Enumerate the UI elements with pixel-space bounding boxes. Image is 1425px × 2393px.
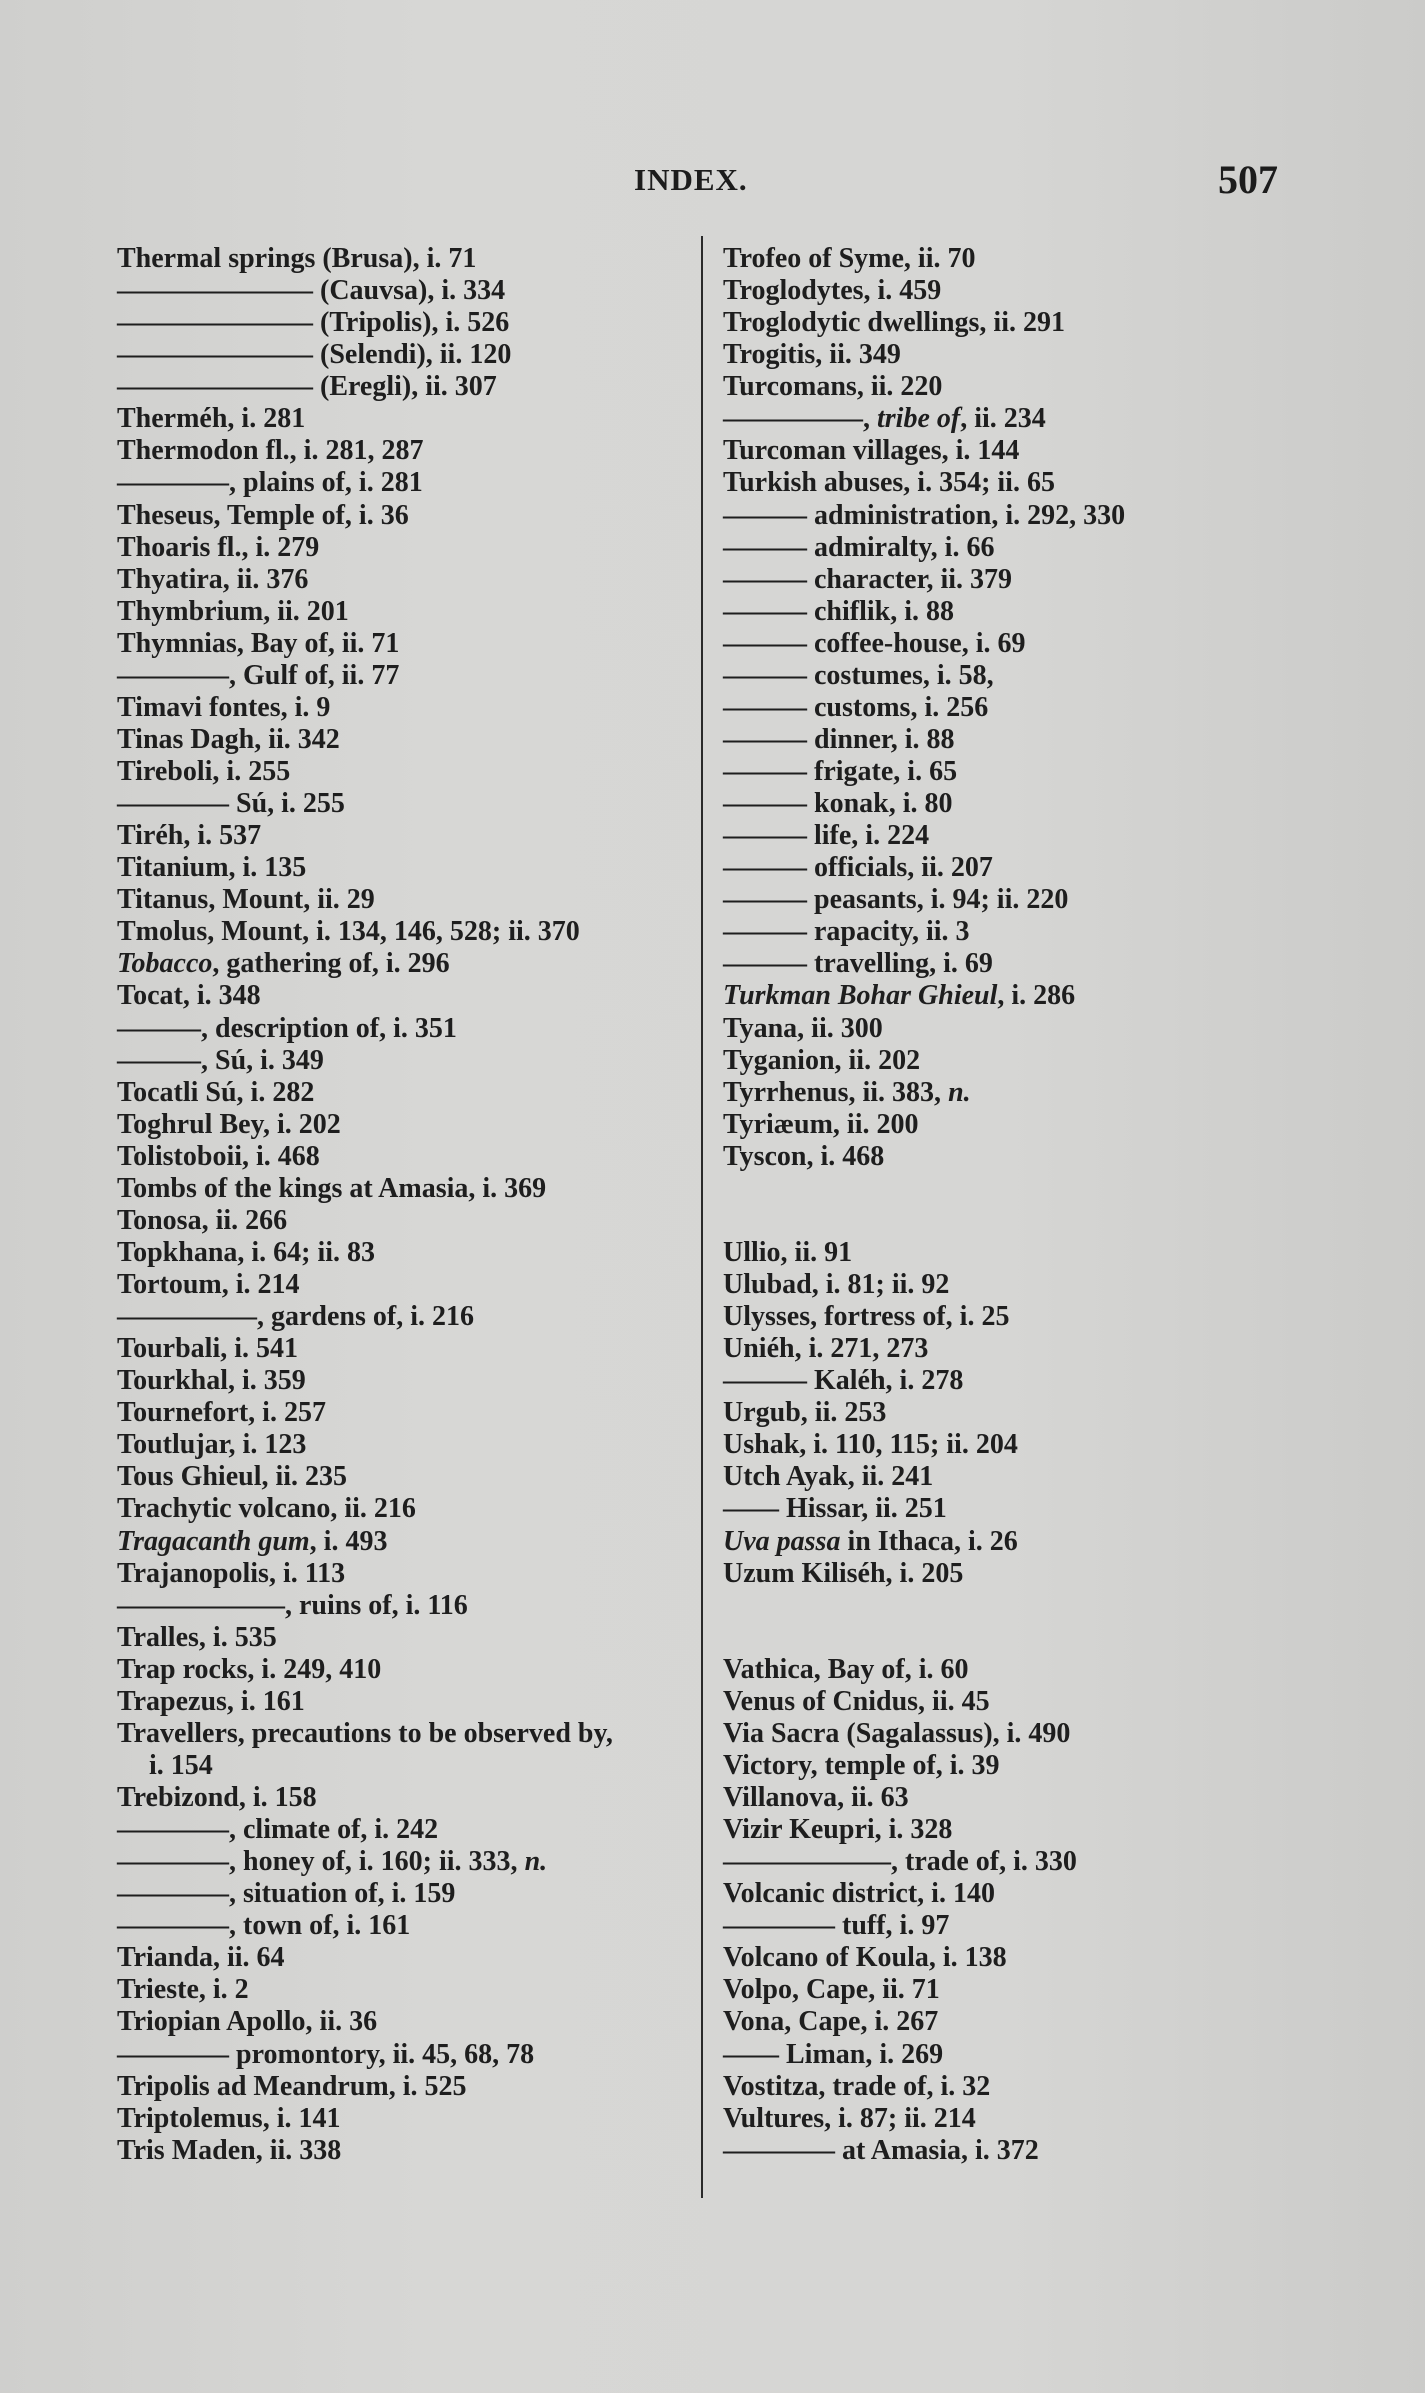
- index-entry: [117, 243, 697, 275]
- index-entry: [117, 339, 697, 371]
- entry-text: Troglodytic dwellings, ii. 291: [723, 307, 1065, 339]
- index-entry: [723, 275, 1283, 307]
- index-entry: [117, 628, 697, 660]
- index-entry: [117, 1269, 697, 1301]
- index-entry: [117, 1942, 697, 1974]
- entry-text: Tyana, ii. 300: [723, 1012, 883, 1044]
- entry-text: ————, Gulf of, ii. 77: [117, 659, 400, 691]
- index-entry: [117, 1974, 697, 2006]
- index-entry: [723, 307, 1283, 339]
- entry-text: Trianda, ii. 64: [117, 1942, 285, 1974]
- index-entry: [117, 1846, 697, 1878]
- entry-text: Triopian Apollo, ii. 36: [117, 2006, 378, 2038]
- entry-text: ——————— (Eregli), ii. 307: [117, 371, 497, 403]
- entry-text: n.: [948, 1076, 971, 1108]
- entry-text: Tireboli, i. 255: [117, 756, 291, 787]
- index-entry: [117, 1718, 697, 1750]
- entry-text: ——— travelling, i. 69: [723, 948, 993, 980]
- index-entry: [723, 1141, 1283, 1173]
- entry-text: tribe of: [877, 403, 961, 435]
- entry-text: Venus of Cnidus, ii. 45: [723, 1685, 990, 1717]
- index-entry: [723, 1558, 1283, 1590]
- entry-text: , i. 286: [997, 980, 1076, 1012]
- entry-text: ————, situation of, i. 159: [117, 1878, 456, 1910]
- index-column-right: [723, 243, 1283, 2167]
- entry-text: Tocatli Sú, i. 282: [117, 1076, 315, 1108]
- index-entry: [117, 1878, 697, 1910]
- index-entry: [117, 2103, 697, 2135]
- index-entry: [117, 1077, 697, 1109]
- index-entry: [117, 596, 697, 628]
- entry-text: ————, plains of, i. 281: [117, 467, 423, 499]
- index-entry: [723, 371, 1283, 403]
- index-entry: [723, 1429, 1283, 1461]
- entry-text: Thyatira, ii. 376: [117, 563, 309, 595]
- entry-text: ———— promontory, ii. 45, 68, 78: [117, 2038, 535, 2070]
- entry-text: ——— peasants, i. 94; ii. 220: [723, 884, 1069, 916]
- index-entry: [723, 532, 1283, 564]
- index-entry: [117, 1333, 697, 1365]
- index-entry: [723, 339, 1283, 371]
- entry-text: Tragacanth gum: [117, 1525, 310, 1557]
- index-entry: [723, 628, 1283, 660]
- index-entry: [723, 1301, 1283, 1333]
- entry-text: Travellers, precautions to be observed by,: [117, 1717, 613, 1749]
- entry-text: ——————— (Cauvsa), i. 334: [117, 275, 506, 307]
- entry-text: ———— Sú, i. 255: [117, 788, 345, 820]
- index-entry: [117, 532, 697, 564]
- entry-text: Tourkhal, i. 359: [117, 1365, 306, 1397]
- entry-text: Thymbrium, ii. 201: [117, 595, 349, 627]
- index-entry: [117, 307, 697, 339]
- index-entry: [117, 1590, 697, 1622]
- blank-line: [723, 1590, 1283, 1622]
- index-entry: [117, 371, 697, 403]
- entry-text: Vona, Cape, i. 267: [723, 2006, 939, 2038]
- index-entry: [723, 1077, 1283, 1109]
- entry-text: , ii. 234: [960, 403, 1046, 435]
- index-entry: [117, 1814, 697, 1846]
- entry-text: Ulysses, fortress of, i. 25: [723, 1301, 1010, 1333]
- index-entry: [723, 724, 1283, 756]
- entry-text: Troglodytes, i. 459: [723, 275, 942, 307]
- index-entry: [723, 1910, 1283, 1942]
- index-entry: [117, 756, 697, 788]
- index-entry: [723, 1237, 1283, 1269]
- entry-text: ——— dinner, i. 88: [723, 723, 955, 755]
- entry-text: Trachytic volcano, ii. 216: [117, 1493, 416, 1525]
- entry-text: Tortoum, i. 214: [117, 1269, 300, 1300]
- index-entry: [117, 2135, 697, 2167]
- entry-text: Villanova, ii. 63: [723, 1782, 909, 1813]
- entry-text: n.: [524, 1846, 548, 1878]
- index-entry: [723, 1846, 1283, 1878]
- index-entry: [117, 1429, 697, 1461]
- entry-text: Thoaris fl., i. 279: [117, 531, 320, 563]
- index-entry: [117, 1237, 697, 1269]
- index-entry: [117, 1109, 697, 1141]
- index-entry: [117, 820, 697, 852]
- index-entry: [723, 660, 1283, 692]
- entry-text: Turcoman villages, i. 144: [723, 435, 1020, 467]
- index-entry: [723, 980, 1283, 1012]
- entry-text: Thermodon fl., i. 281, 287: [117, 435, 424, 467]
- index-entry: [117, 948, 697, 980]
- entry-text: Volcanic district, i. 140: [723, 1878, 995, 1910]
- index-entry: [117, 1141, 697, 1173]
- entry-text: ———, Sú, i. 349: [117, 1044, 324, 1076]
- index-entry: [117, 2006, 697, 2038]
- entry-text: ——— character, ii. 379: [723, 563, 1013, 595]
- index-entry: [117, 1686, 697, 1718]
- entry-text: ——— costumes, i. 58,: [723, 659, 994, 691]
- index-entry: [723, 1461, 1283, 1493]
- index-entry: [723, 756, 1283, 788]
- entry-text: Turkish abuses, i. 354; ii. 65: [723, 467, 1055, 499]
- index-entry: [723, 1269, 1283, 1301]
- entry-text: ——————— (Selendi), ii. 120: [117, 339, 512, 371]
- entry-text: ——————— (Tripolis), i. 526: [117, 307, 510, 339]
- entry-text: Tiréh, i. 537: [117, 820, 262, 852]
- entry-text: Therméh, i. 281: [117, 403, 306, 435]
- running-title: INDEX.: [634, 162, 748, 197]
- index-entry: [117, 500, 697, 532]
- entry-text: ——— konak, i. 80: [723, 788, 953, 820]
- index-entry: [723, 2103, 1283, 2135]
- index-entry: [723, 1782, 1283, 1814]
- index-entry: [117, 1301, 697, 1333]
- entry-text: ——— coffee-house, i. 69: [723, 627, 1026, 659]
- entry-text: ——— rapacity, ii. 3: [723, 916, 970, 948]
- index-entry: [723, 1333, 1283, 1365]
- index-entry: [723, 1942, 1283, 1974]
- index-column-left: [117, 243, 697, 2167]
- entry-text: Via Sacra (Sagalassus), i. 490: [723, 1717, 1071, 1749]
- entry-text: Uzum Kiliséh, i. 205: [723, 1557, 964, 1589]
- index-entry: [723, 1365, 1283, 1397]
- index-entry: [723, 564, 1283, 596]
- entry-text: Tralles, i. 535: [117, 1621, 277, 1653]
- index-entry: [117, 1782, 697, 1814]
- entry-text: Tous Ghieul, ii. 235: [117, 1461, 348, 1493]
- entry-text: Triptolemus, i. 141: [117, 2102, 341, 2134]
- index-entry: [723, 1814, 1283, 1846]
- entry-text: Ulubad, i. 81; ii. 92: [723, 1269, 950, 1300]
- entry-text: ————, honey of, i. 160; ii. 333,: [117, 1846, 525, 1878]
- index-entry: [117, 1173, 697, 1205]
- entry-text: Titanium, i. 135: [117, 852, 307, 884]
- entry-text: Turcomans, ii. 220: [723, 371, 943, 403]
- index-entry: [117, 403, 697, 435]
- index-entry: [723, 884, 1283, 916]
- index-entry: [723, 1526, 1283, 1558]
- index-entry: [723, 403, 1283, 435]
- entry-text: Tocat, i. 348: [117, 980, 261, 1012]
- entry-text: ——— frigate, i. 65: [723, 756, 958, 787]
- entry-text: Volcano of Koula, i. 138: [723, 1942, 1007, 1974]
- entry-text: —————, gardens of, i. 216: [117, 1301, 474, 1333]
- entry-text: Trap rocks, i. 249, 410: [117, 1653, 382, 1685]
- index-entry: [117, 884, 697, 916]
- entry-text: —— Liman, i. 269: [723, 2038, 944, 2070]
- index-entry: [117, 660, 697, 692]
- entry-text: Tyscon, i. 468: [723, 1140, 885, 1172]
- index-entry: [117, 2071, 697, 2103]
- entry-text: Titanus, Mount, ii. 29: [117, 884, 375, 916]
- entry-text: , gathering of, i. 296: [212, 948, 450, 980]
- index-entry: [723, 467, 1283, 499]
- entry-text: Utch Ayak, ii. 241: [723, 1461, 934, 1493]
- index-entry: [117, 1045, 697, 1077]
- entry-text: ———, description of, i. 351: [117, 1012, 457, 1044]
- entry-text: Tobacco: [117, 948, 213, 980]
- entry-text: Tolistoboii, i. 468: [117, 1140, 320, 1172]
- entry-text: Volpo, Cape, ii. 71: [723, 1974, 940, 2006]
- index-entry: [117, 467, 697, 499]
- entry-text: ——— admiralty, i. 66: [723, 531, 995, 563]
- entry-text: Tripolis ad Meandrum, i. 525: [117, 2070, 467, 2102]
- entry-text: Tombs of the kings at Amasia, i. 369: [117, 1172, 547, 1204]
- entry-text: ——— Kaléh, i. 278: [723, 1365, 964, 1397]
- entry-text: Timavi fontes, i. 9: [117, 691, 331, 723]
- index-entry: [117, 275, 697, 307]
- index-entry: [117, 1365, 697, 1397]
- index-entry: [117, 1493, 697, 1525]
- entry-text: Theseus, Temple of, i. 36: [117, 499, 409, 531]
- index-entry: [723, 2071, 1283, 2103]
- entry-text: Vostitza, trade of, i. 32: [723, 2070, 991, 2102]
- index-entry: [723, 1397, 1283, 1429]
- entry-text: Trajanopolis, i. 113: [117, 1557, 346, 1589]
- index-entry: [117, 1622, 697, 1654]
- page-number: 507: [1218, 157, 1278, 202]
- index-entry: [723, 2135, 1283, 2167]
- entry-text: Tonosa, ii. 266: [117, 1204, 288, 1236]
- entry-text: Tyrrhenus, ii. 383,: [723, 1076, 949, 1108]
- index-entry: [117, 2039, 697, 2071]
- entry-text: ——————, trade of, i. 330: [723, 1846, 1077, 1878]
- index-entry: [117, 980, 697, 1012]
- index-entry: [117, 916, 697, 948]
- index-entry: [723, 1974, 1283, 2006]
- index-entry: [723, 916, 1283, 948]
- entry-text: Trieste, i. 2: [117, 1974, 249, 2006]
- index-entry: [117, 1750, 697, 1782]
- index-entry: [723, 435, 1283, 467]
- entry-text: Tourbali, i. 541: [117, 1333, 299, 1365]
- entry-text: Ullio, ii. 91: [723, 1236, 853, 1268]
- entry-text: Tinas Dagh, ii. 342: [117, 723, 340, 755]
- entry-text: Thymnias, Bay of, ii. 71: [117, 627, 400, 659]
- index-entry: [723, 1750, 1283, 1782]
- index-entry: [117, 1654, 697, 1686]
- entry-text: Trebizond, i. 158: [117, 1782, 317, 1813]
- entry-text: in Ithaca, i. 26: [840, 1525, 1018, 1557]
- index-entry: [117, 435, 697, 467]
- index-entry: [117, 1461, 697, 1493]
- index-entry: [117, 1910, 697, 1942]
- index-entry: [723, 852, 1283, 884]
- entry-text: Tris Maden, ii. 338: [117, 2134, 342, 2166]
- index-entry: [723, 1493, 1283, 1525]
- entry-text: ——— life, i. 224: [723, 820, 930, 852]
- entry-text: —————,: [723, 403, 877, 435]
- entry-text: —— Hissar, ii. 251: [723, 1493, 947, 1525]
- entry-text: Tyganion, ii. 202: [723, 1044, 921, 1076]
- index-entry: [723, 596, 1283, 628]
- entry-text: ————, town of, i. 161: [117, 1910, 411, 1942]
- index-entry: [723, 820, 1283, 852]
- index-entry: [723, 500, 1283, 532]
- entry-text: Uva passa: [723, 1525, 841, 1557]
- index-entry: [723, 692, 1283, 724]
- entry-text: Turkman Bohar Ghieul: [723, 980, 998, 1012]
- entry-text: Vizir Keupri, i. 328: [723, 1814, 953, 1846]
- entry-text: Toghrul Bey, i. 202: [117, 1108, 341, 1140]
- entry-text: Trogitis, ii. 349: [723, 339, 901, 371]
- index-entry: [117, 1558, 697, 1590]
- index-entry: [117, 1397, 697, 1429]
- entry-text: i. 154: [149, 1749, 213, 1781]
- entry-text: ——— customs, i. 256: [723, 691, 989, 723]
- index-entry: [723, 1686, 1283, 1718]
- entry-text: Vultures, i. 87; ii. 214: [723, 2102, 976, 2134]
- entry-text: Victory, temple of, i. 39: [723, 1749, 1000, 1781]
- entry-text: ——— officials, ii. 207: [723, 852, 993, 884]
- index-entry: [117, 1526, 697, 1558]
- entry-text: Uniéh, i. 271, 273: [723, 1333, 929, 1365]
- entry-text: Toutlujar, i. 123: [117, 1429, 307, 1461]
- index-entry: [723, 243, 1283, 275]
- index-entry: [723, 1109, 1283, 1141]
- column-divider: [701, 236, 703, 2198]
- blank-line: [723, 1622, 1283, 1654]
- index-entry: [723, 2006, 1283, 2038]
- index-entry: [117, 692, 697, 724]
- entry-text: ——— administration, i. 292, 330: [723, 499, 1126, 531]
- entry-text: Tournefort, i. 257: [117, 1397, 326, 1429]
- index-entry: [723, 1654, 1283, 1686]
- entry-text: Trapezus, i. 161: [117, 1685, 305, 1717]
- index-entry: [723, 1878, 1283, 1910]
- blank-line: [723, 1205, 1283, 1237]
- index-entry: [723, 948, 1283, 980]
- index-entry: [117, 1205, 697, 1237]
- index-entry: [117, 852, 697, 884]
- entry-text: , i. 493: [309, 1525, 388, 1557]
- entry-text: Thermal springs (Brusa), i. 71: [117, 243, 477, 274]
- entry-text: Topkhana, i. 64; ii. 83: [117, 1236, 376, 1268]
- blank-line: [723, 1173, 1283, 1205]
- entry-text: Ushak, i. 110, 115; ii. 204: [723, 1429, 1018, 1461]
- entry-text: ——————, ruins of, i. 116: [117, 1589, 468, 1621]
- index-entry: [723, 788, 1283, 820]
- index-entry: [117, 564, 697, 596]
- index-entry: [723, 2039, 1283, 2071]
- index-entry: [723, 1718, 1283, 1750]
- index-entry: [723, 1045, 1283, 1077]
- entry-text: ———— tuff, i. 97: [723, 1910, 950, 1942]
- entry-text: ————, climate of, i. 242: [117, 1814, 439, 1846]
- index-entry: [117, 1013, 697, 1045]
- entry-text: Tyriæum, ii. 200: [723, 1108, 919, 1140]
- entry-text: Tmolus, Mount, i. 134, 146, 528; ii. 370: [117, 916, 580, 948]
- index-entry: [117, 788, 697, 820]
- entry-text: Vathica, Bay of, i. 60: [723, 1653, 969, 1685]
- entry-text: ———— at Amasia, i. 372: [723, 2134, 1039, 2166]
- index-entry: [723, 1013, 1283, 1045]
- index-entry: [117, 724, 697, 756]
- entry-text: Urgub, ii. 253: [723, 1397, 887, 1429]
- entry-text: Trofeo of Syme, ii. 70: [723, 243, 976, 274]
- entry-text: ——— chiflik, i. 88: [723, 595, 955, 627]
